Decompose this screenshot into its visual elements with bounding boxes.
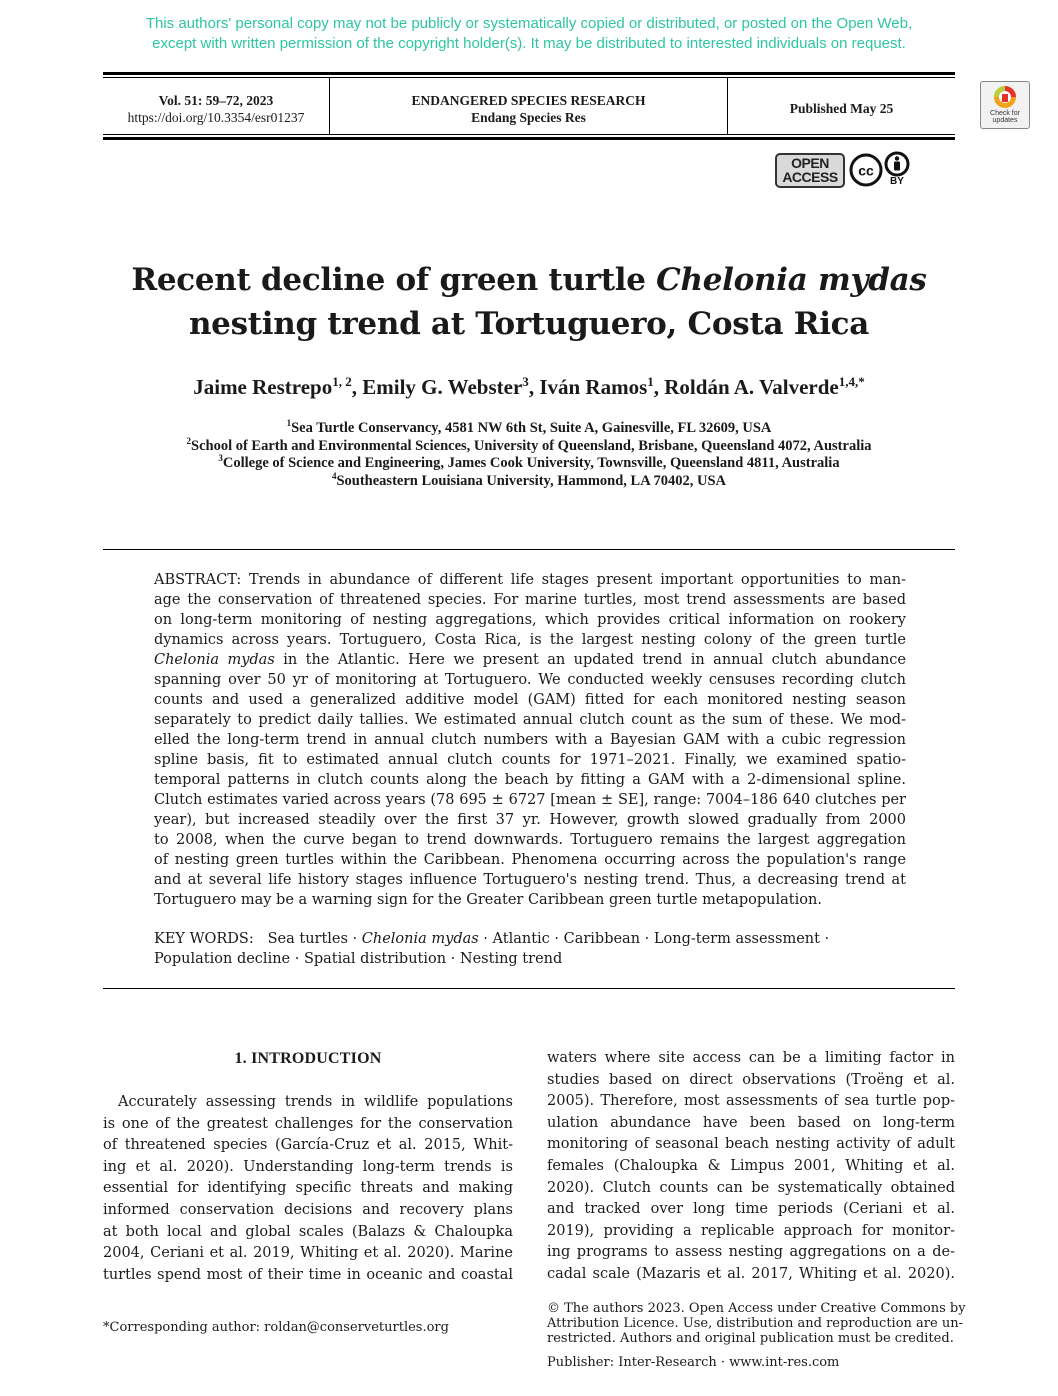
header-top-rule-thin <box>103 77 955 78</box>
body-line: ulation abundance have been based on long-term <box>547 1114 955 1131</box>
author-name: Iván Ramos <box>539 375 648 399</box>
body-line: monitoring of seasonal beach nesting activity of adult <box>547 1136 955 1153</box>
body-line: 2004, Ceriani et al. 2019, Whiting et al. 2020). Marine <box>103 1245 513 1262</box>
abstract-line: counts and used a generalized additive model (GAM) fitted for each monitored nesting season <box>154 692 906 708</box>
abstract <box>154 570 906 910</box>
keywords: KEY WORDS: Sea turtles · Chelonia mydas · Atlantic · Caribbean · Long-term assessment · Population decline · Spatial distribution · Nesting trend <box>154 929 906 969</box>
abstract-line: Tortuguero may be a warning sign for the Greater Caribbean green turtle metapopulation. <box>154 892 822 908</box>
abstract-top-rule <box>103 549 955 550</box>
body-line: and tracked over long time periods (Ceriani et al. <box>547 1201 955 1218</box>
notice-line: except with written permission of the copyright holder(s). It may be distributed to interested individuals on request. <box>152 35 906 52</box>
body-line: studies based on direct observations (Troëng et al. <box>547 1071 955 1088</box>
author-affil-ref: 3 <box>522 374 529 389</box>
journal-info <box>330 92 727 126</box>
author-name: Roldán A. Valverde <box>664 375 839 399</box>
abstract-line: spline basis, fit to estimated annual clutch counts for 1971–2021. Finally, we examined spatio- <box>154 752 906 768</box>
intro-left-column <box>103 1092 513 1286</box>
abstract-line: and at several life history stages influence Tortuguero's nesting trend. Thus, a decreasing trend at <box>154 872 906 888</box>
affiliation: $^4$Southeastern Louisiana University, Hammond, LA 70402, USA <box>331 470 727 489</box>
body-line: 2019), providing a replicable approach for monitor- <box>547 1222 955 1239</box>
intro-right-column <box>547 1048 955 1286</box>
open-access-text: OPEN <box>791 155 829 171</box>
license-line: © The authors 2023. Open Access under Creative Commons by <box>547 1301 966 1316</box>
abstract-line: on long-term monitoring of nesting aggregations, which provides critical information on rookery <box>154 612 906 628</box>
body-line: essential for identifying specific threats and making <box>103 1180 513 1197</box>
body-line: waters where site access can be a limiting factor in <box>547 1050 955 1066</box>
body-line: Accurately assessing trends in wildlife populations <box>118 1094 513 1110</box>
author-name: Emily G. Webster <box>362 375 523 399</box>
header-bottom-rule-thin <box>103 134 955 135</box>
cc-by-label: BY <box>890 176 904 187</box>
abstract-line: Chelonia mydas in the Atlantic. Here we present an updated trend in annual clutch abundance <box>154 652 906 668</box>
abstract-bottom-rule <box>103 988 955 989</box>
title-line: nesting trend at Tortuguero, Costa Rica <box>188 306 870 342</box>
abstract-line: of nesting green turtles within the Caribbean. Phenomena occurring across the population's range <box>154 852 906 868</box>
abstract-line: ABSTRACT: Trends in abundance of different life stages present important opportunities to man- <box>154 572 906 588</box>
license-line: Attribution Licence. Use, distribution and reproduction are un- <box>547 1316 963 1331</box>
body-line: females (Chaloupka & Limpus 2001, Whiting et al. <box>547 1157 955 1174</box>
doi-link[interactable]: https://doi.org/10.3354/esr01237 <box>127 110 305 125</box>
open-access-badge <box>775 153 845 188</box>
journal-abbrev: Endang Species Res <box>471 110 586 125</box>
corresponding-author: *Corresponding author: roldan@conserveturtles.org <box>103 1320 449 1335</box>
abstract-line: Clutch estimates varied across years (78 695 ± 6727 [mean ± SE], range: 7004–186 640 clutches per <box>154 792 906 808</box>
journal-name: ENDANGERED SPECIES RESEARCH <box>411 93 646 108</box>
volume-info <box>103 92 329 126</box>
license-line: restricted. Authors and original publication must be credited. <box>547 1331 954 1346</box>
copyright-notice <box>0 14 1058 54</box>
abstract-line: separately to predict daily tallies. We estimated annual clutch count as the sum of these. We mod- <box>154 712 906 728</box>
abstract-line: age the conservation of threatened species. For marine turtles, most trend assessments are based <box>154 592 906 608</box>
abstract-species: Chelonia mydas <box>154 652 275 668</box>
volume: Vol. 51: 59–72, 2023 <box>158 93 274 108</box>
body-line: cadal scale (Mazaris et al. 2017, Whiting et al. 2020). <box>547 1265 955 1282</box>
published-date: Published May 25 <box>789 101 894 116</box>
body-line: is one of the greatest challenges for the conservation <box>103 1115 513 1132</box>
body-line: turtles spend most of their time in oceanic and coastal <box>103 1266 513 1283</box>
author-list: Jaime Restrepo$^{1, 2}$, Emily G. Webster$^3$, Iván Ramos$^1$, Roldán A. Valverde$^{1,4,*}$ <box>193 374 865 399</box>
body-line: informed conservation decisions and recovery plans <box>103 1201 513 1218</box>
body-line: at both local and global scales (Balazs & Chaloupka <box>103 1223 513 1240</box>
svg-text:cc: cc <box>858 162 874 179</box>
check-for-updates-button[interactable] <box>980 81 1030 129</box>
title-species: Chelonia mydas <box>656 262 927 298</box>
abstract-line: temporal patterns in clutch counts along the beach by fitting a GAM with a 2-dimensional spline. <box>154 772 906 788</box>
check-updates-label: Check for <box>990 110 1020 117</box>
abstract-line: year), but increased steadily over the first 37 yr. However, growth slowed gradually from 2000 <box>154 812 906 828</box>
abstract-line: spanning over 50 yr of monitoring at Tortuguero. We conducted weekly censuses recording clutch <box>154 672 906 688</box>
abstract-line: elled the long-term trend in annual clutch numbers with a Bayesian GAM with a cubic regression <box>154 732 906 748</box>
author-affil-ref: 1 <box>647 374 654 389</box>
publish-info <box>728 100 955 117</box>
title-line: Recent decline of green turtle <box>131 262 657 298</box>
keywords-label: KEY WORDS: <box>154 931 254 947</box>
check-updates-label: updates <box>992 117 1018 124</box>
affiliation: $^3$College of Science and Engineering, James Cook University, Townsville, Queensland 4811, Australia <box>218 453 840 471</box>
publisher-line: Publisher: Inter-Research · www.int-res.com <box>547 1355 840 1370</box>
notice-line: This authors' personal copy may not be publicly or systematically copied or distributed, or posted on the Open Web, <box>145 15 913 32</box>
keyword-species: Chelonia mydas <box>361 931 479 947</box>
header-bottom-rule <box>103 137 955 140</box>
body-line: 2005). Therefore, most assessments of sea turtle pop- <box>547 1093 955 1110</box>
open-access-text: ACCESS <box>782 169 838 185</box>
author-affil-ref: 1, 2 <box>332 374 352 389</box>
license-note <box>547 1301 966 1346</box>
header-top-rule <box>103 72 955 75</box>
body-line: ing programs to assess nesting aggregations on a de- <box>547 1244 955 1261</box>
keywords-line: Population decline · Spatial distribution · Nesting trend <box>154 951 563 967</box>
body-line: of threatened species (García-Cruz et al. 2015, Whit- <box>103 1137 513 1154</box>
author-name: Jaime Restrepo <box>193 375 333 399</box>
affiliation: $^2$School of Earth and Environmental Sciences, University of Queensland, Brisbane, Queensland 4072, Australia <box>186 435 872 454</box>
article-title <box>100 258 958 346</box>
body-line: 2020). Clutch counts can be systematically obtained <box>547 1179 955 1196</box>
author-affil-ref: 1,4,* <box>838 374 865 389</box>
body-line: ing et al. 2020). Understanding long-term trends is <box>103 1158 513 1175</box>
abstract-line: to 2008, when the curve began to trend downwards. Tortuguero remains the largest aggregation <box>154 832 906 848</box>
abstract-line: dynamics across years. Tortuguero, Costa Rica, is the largest nesting colony of the green turtle <box>154 632 906 648</box>
affiliation: $^1$Sea Turtle Conservancy, 4581 NW 6th St, Suite A, Gainesville, FL 32609, USA <box>286 418 772 436</box>
affiliations <box>100 420 958 490</box>
section-heading: 1. INTRODUCTION <box>234 1050 382 1067</box>
